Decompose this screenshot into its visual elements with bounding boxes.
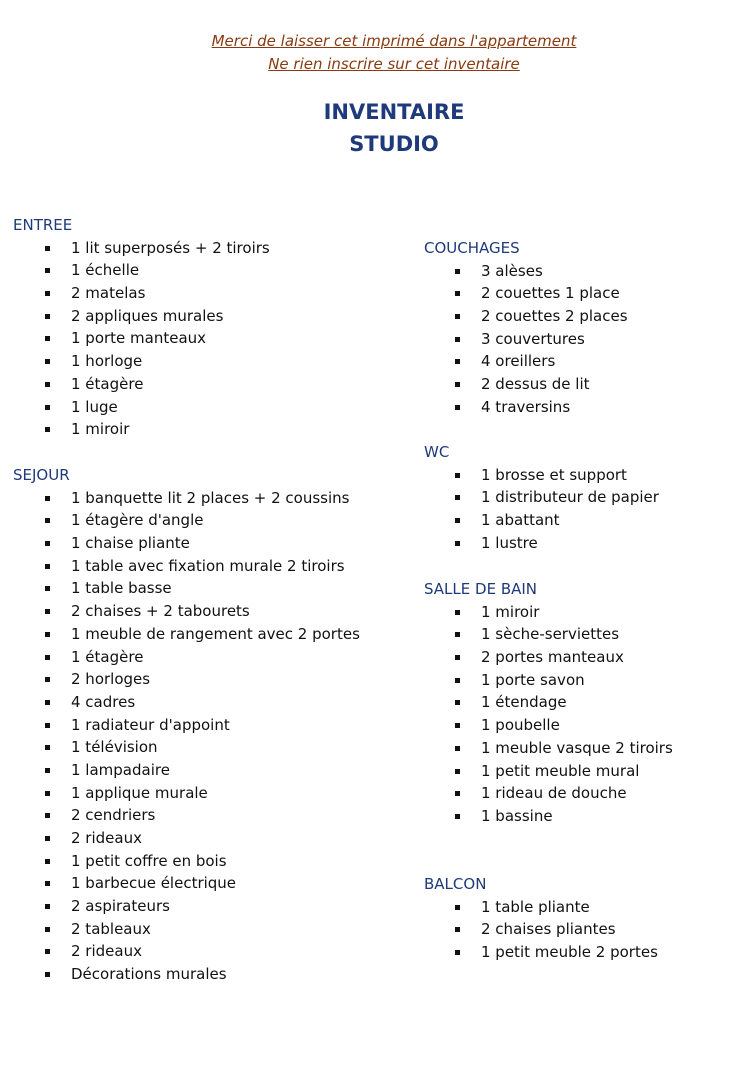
list-item: 1 meuble vasque 2 tiroirs <box>481 737 673 760</box>
list-item: 1 table avec fixation murale 2 tiroirs <box>71 555 360 578</box>
page-title: INVENTAIRE <box>323 100 465 124</box>
list-item: 2 horloges <box>71 668 360 691</box>
list-item: 1 petit meuble mural <box>481 760 673 783</box>
list-item: 2 chaises + 2 tabourets <box>71 600 360 623</box>
section-heading: COUCHAGES <box>424 239 520 257</box>
list-item: 1 table basse <box>71 577 360 600</box>
section-heading: SEJOUR <box>13 466 70 484</box>
list-item: 1 miroir <box>481 601 673 624</box>
list-item: 1 brosse et support <box>481 464 659 487</box>
section-entree <box>13 214 270 441</box>
item-list <box>481 260 628 419</box>
list-item: 2 chaises pliantes <box>481 918 658 941</box>
section-heading: BALCON <box>424 875 487 893</box>
list-item: Décorations murales <box>71 963 360 986</box>
list-item: 1 étagère <box>71 646 360 669</box>
list-item: 2 matelas <box>71 282 270 305</box>
list-item: 2 portes manteaux <box>481 646 673 669</box>
list-item: 1 lit superposés + 2 tiroirs <box>71 237 270 260</box>
list-item: 2 couettes 2 places <box>481 305 628 328</box>
list-item: 1 barbecue électrique <box>71 872 360 895</box>
item-list <box>71 237 270 441</box>
list-item: 1 petit meuble 2 portes <box>481 941 658 964</box>
notice-keep-document: Merci de laisser cet imprimé dans l'appartement <box>211 32 577 50</box>
list-item: 1 radiateur d'appoint <box>71 714 360 737</box>
list-item: 2 appliques murales <box>71 305 270 328</box>
list-item: 1 lustre <box>481 532 659 555</box>
item-list <box>481 601 673 828</box>
list-item: 1 télévision <box>71 736 360 759</box>
list-item: 2 aspirateurs <box>71 895 360 918</box>
list-item: 4 oreillers <box>481 350 628 373</box>
list-item: 1 poubelle <box>481 714 673 737</box>
list-item: 1 étendage <box>481 691 673 714</box>
section-heading: WC <box>424 443 450 461</box>
list-item: 1 rideau de douche <box>481 782 673 805</box>
list-item: 1 applique murale <box>71 782 360 805</box>
list-item: 1 petit coffre en bois <box>71 850 360 873</box>
list-item: 1 luge <box>71 396 270 419</box>
list-item: 1 porte manteaux <box>71 327 270 350</box>
section-couchages <box>424 237 628 419</box>
list-item: 1 chaise pliante <box>71 532 360 555</box>
notice-do-not-write: Ne rien inscrire sur cet inventaire <box>268 55 520 73</box>
list-item: 3 couvertures <box>481 328 628 351</box>
item-list <box>481 464 659 555</box>
list-item: 1 lampadaire <box>71 759 360 782</box>
list-item: 1 table pliante <box>481 896 658 919</box>
list-item: 1 échelle <box>71 259 270 282</box>
list-item: 1 bassine <box>481 805 673 828</box>
list-item: 4 cadres <box>71 691 360 714</box>
list-item: 2 rideaux <box>71 940 360 963</box>
list-item: 2 dessus de lit <box>481 373 628 396</box>
list-item: 2 cendriers <box>71 804 360 827</box>
page-subtitle: STUDIO <box>349 132 439 156</box>
list-item: 1 abattant <box>481 509 659 532</box>
list-item: 2 tableaux <box>71 918 360 941</box>
list-item: 2 rideaux <box>71 827 360 850</box>
item-list <box>71 487 360 986</box>
section-sejour <box>13 464 360 986</box>
list-item: 1 étagère d'angle <box>71 509 360 532</box>
list-item: 1 miroir <box>71 418 270 441</box>
section-salle-de-bain <box>424 578 673 828</box>
section-wc <box>424 441 659 554</box>
list-item: 1 étagère <box>71 373 270 396</box>
list-item: 4 traversins <box>481 396 628 419</box>
list-item: 1 banquette lit 2 places + 2 coussins <box>71 487 360 510</box>
list-item: 1 meuble de rangement avec 2 portes <box>71 623 360 646</box>
item-list <box>481 896 658 964</box>
section-balcon <box>424 873 658 964</box>
list-item: 1 horloge <box>71 350 270 373</box>
list-item: 1 sèche-serviettes <box>481 623 673 646</box>
list-item: 3 alèses <box>481 260 628 283</box>
list-item: 2 couettes 1 place <box>481 282 628 305</box>
list-item: 1 distributeur de papier <box>481 486 659 509</box>
list-item: 1 porte savon <box>481 669 673 692</box>
section-heading: SALLE DE BAIN <box>424 580 538 598</box>
section-heading: ENTREE <box>13 216 73 234</box>
